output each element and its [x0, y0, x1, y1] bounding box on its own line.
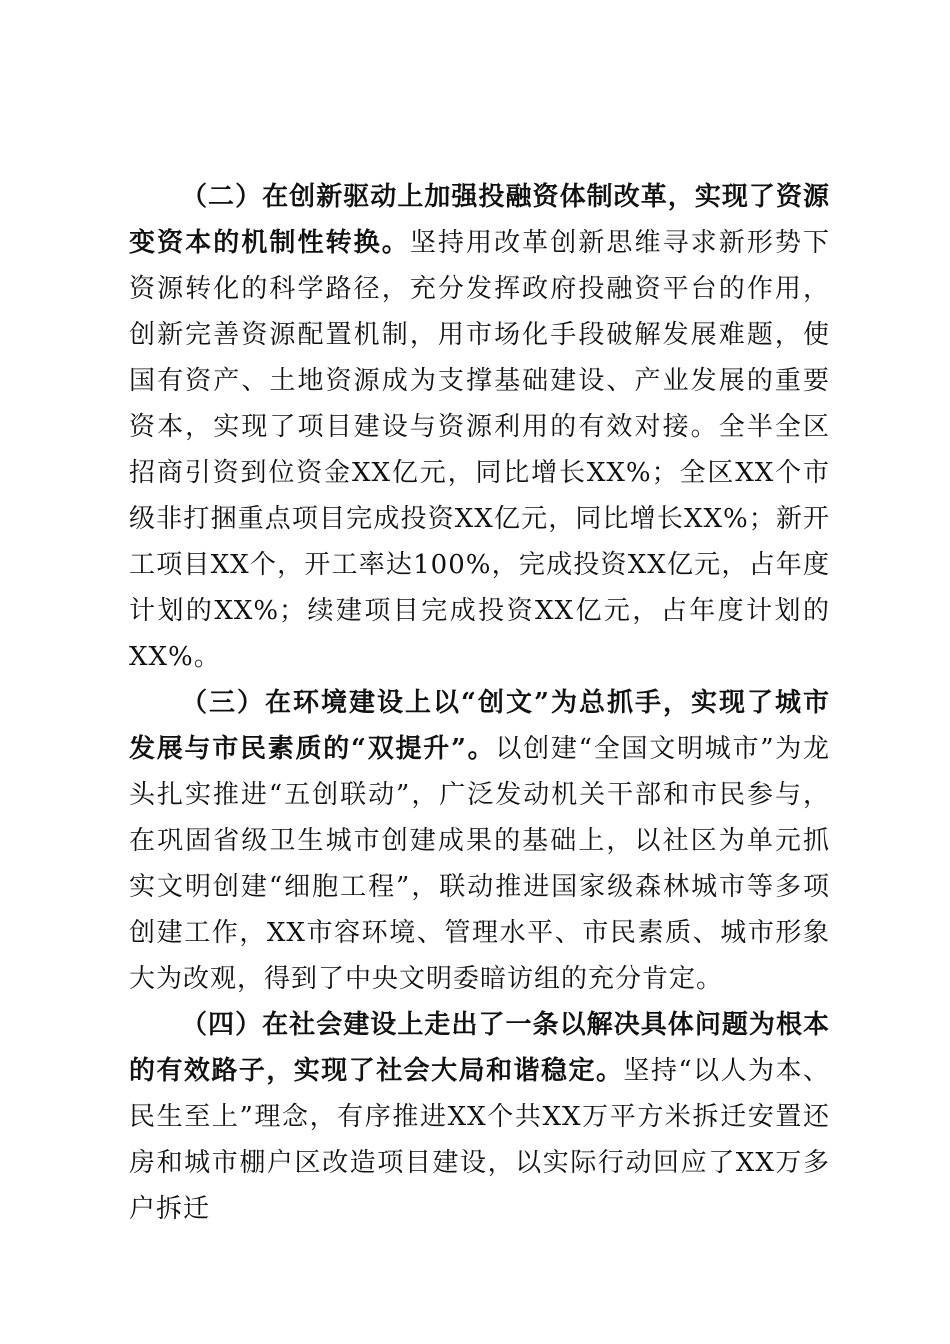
paragraph-3: [129, 680, 830, 1002]
paragraph-2: [129, 174, 830, 680]
paragraph-body: 坚持“以人为本、民生至上”理念，有序推进XX个共XX万平方米拆迁安置还房和城市棚户区改造项目建设，以实际行动回应了XX万多户拆迁: [129, 1056, 830, 1224]
document-page: [129, 174, 830, 1232]
paragraph-4: [129, 1002, 830, 1232]
paragraph-heading: （四）在社会建设上走出了一条以解决具体问题为根本的有效路子，实现了社会大局和谐稳定。: [129, 1010, 830, 1086]
paragraph-body: 坚持用改革创新思维寻求新形势下资源转化的科学路径，充分发挥政府投融资平台的作用，创新完善资源配置机制，用市场化手段破解发展难题，使国有资产、土地资源成为支撑基础建设、产业发展的重要资本，实现了项目建设与资源利用的有效对接。全半全区招商引资到位资金XX亿元，同比增长XX%；全区XX个市级非打捆重点项目完成投资XX亿元，同比增长XX%；新开工项目XX个，开工率达100%，完成投资XX亿元，占年度计划的XX%；续建项目完成投资XX亿元，占年度计划的XX%。: [129, 228, 830, 672]
paragraph-body: 以创建“全国文明城市”为龙头扎实推进“五创联动”，广泛发动机关干部和市民参与，在巩固省级卫生城市创建成果的基础上，以社区为单元抓实文明创建“细胞工程”，联动推进国家级森林城市等多项创建工作，XX市容环境、管理水平、市民素质、城市形象大为改观，得到了中央文明委暗访组的充分肯定。: [129, 734, 830, 994]
paragraph-heading: （二）在创新驱动上加强投融资体制改革，实现了资源变资本的机制性转换。: [129, 182, 830, 258]
paragraph-heading: （三）在环境建设上以“创文”为总抓手，实现了城市发展与市民素质的“双提升”。: [129, 688, 830, 764]
